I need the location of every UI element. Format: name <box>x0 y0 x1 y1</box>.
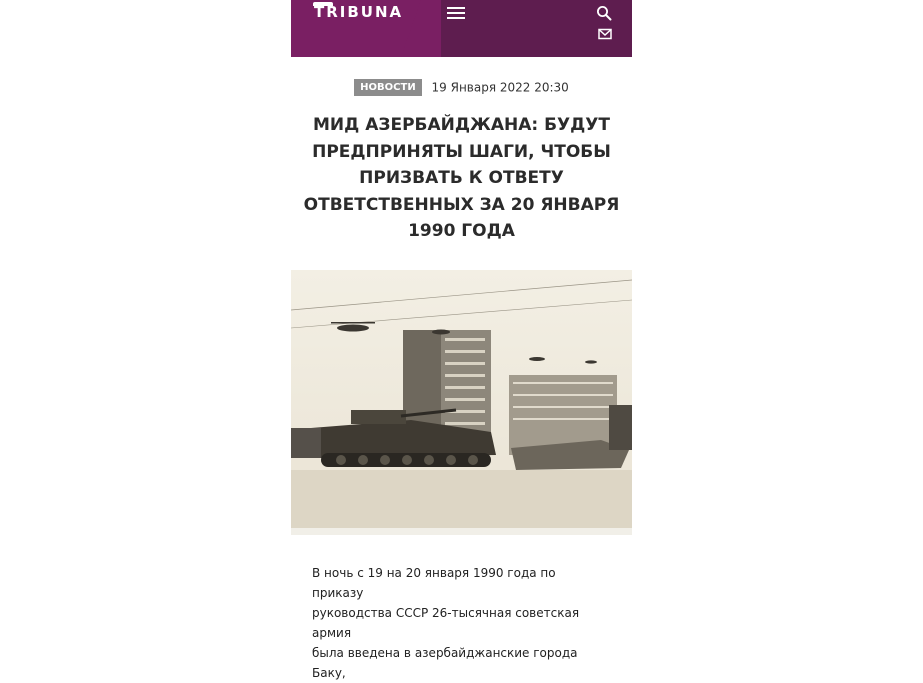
article-photo-drawing <box>291 270 632 535</box>
article-body-line: была введена в азербайджанские города Баку, <box>312 646 578 680</box>
mail-icon[interactable] <box>598 28 612 40</box>
article-body-line: В ночь с 19 на 20 января 1990 года по приказу <box>312 566 556 600</box>
search-icon[interactable] <box>596 5 612 21</box>
article-body-line: руководства СССР 26-тысячная советская армия <box>312 606 580 640</box>
article-body <box>312 563 597 683</box>
site-logo[interactable]: TRIBUNA <box>314 3 404 21</box>
category-badge[interactable]: НОВОСТИ <box>354 79 422 96</box>
article-photo <box>291 270 632 535</box>
site-header <box>291 0 632 57</box>
header-slant <box>401 0 421 57</box>
article-meta <box>291 79 632 96</box>
article-title: МИД АЗЕРБАЙДЖАНА: БУДУТ ПРЕДПРИНЯТЫ ШАГИ, ЧТОБЫ ПРИЗВАТЬ К ОТВЕТУ ОТВЕТСТВЕННЫХ ЗА 20 ЯНВАРЯ 1990 ГОДА <box>303 115 620 241</box>
hamburger-menu-icon[interactable] <box>447 6 465 20</box>
article-column <box>291 0 632 680</box>
publish-date: 19 Января 2022 20:30 <box>431 80 569 95</box>
